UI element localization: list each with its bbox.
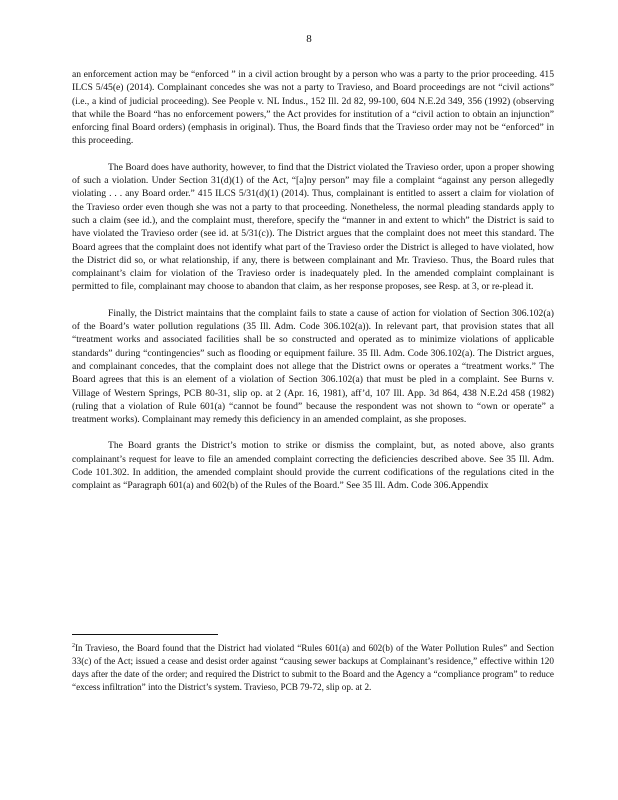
paragraph-enforcement: an enforcement action may be “enforced ” in a civil action brought by a person who was a party to the prior proceeding. 415 ILCS 5/45(e) (2014). Complainant concedes she was not a party to Travieso, and Board proceedings are not “civil actions” (i.e., a kind of judicial proceeding). See People v. NL Indus., 152 Ill. 2d 82, 99-100, 604 N.E.2d 349, 356 (1992) (observing that while the Board “has no enforcement powers,” the Act provides for institution of a “civil action to obtain an injunction” enforcing final Board orders) (emphasis in original). Thus, the Board finds that the Travieso order may not be “enforced” in this proceeding. bbox=[72, 69, 554, 147]
footnote-marker: 2 bbox=[72, 642, 75, 649]
footnote bbox=[72, 642, 554, 694]
page-number: 8 bbox=[306, 33, 312, 45]
footnote-divider bbox=[72, 634, 218, 635]
paragraph-motion-granted: The Board grants the District’s motion to strike or dismiss the complaint, but, as noted above, also grants complainant’s request for leave to file an amended complaint correcting the deficiencies described above. See 35 Ill. Adm. Code 101.302. In addition, the amended complaint should provide the current codifications of the regulations cited in the complaint as “Paragraph 601(a) and 602(b) of the Rules of the Board.” See 35 Ill. Adm. Code 306.Appendix bbox=[72, 440, 554, 492]
paragraph-board-authority: The Board does have authority, however, to find that the District violated the Travieso order, upon a proper showing of such a violation. Under Section 31(d)(1) of the Act, “[a]ny person” may file a complaint “against any person allegedly violating . . . any Board order.” 415 ILCS 5/31(d)(1) (2014). Thus, complainant is entitled to assert a claim for violation of the Travieso order even though she was not a party to that proceeding. Nonetheless, the normal pleading standards apply to such a claim (see id.), and the complaint must, therefore, specify the “manner in and extent to which” the District is said to have violated the Travieso order (see id. at 5/31(c)). The District argues that the complaint does not meet this standard. The Board agrees that the complaint does not identify what part of the Travieso order the District is alleged to have violated, how the District did so, or what relationship, if any, there is between complainant and Mr. Travieso. Thus, the Board rules that complainant’s claim for violation of the Travieso order is inadequately pled. In the amended complaint complainant is permitted to file, complainant may choose to abandon that claim, as her response proposes, see Resp. at 3, or re-plead it. bbox=[72, 161, 554, 293]
paragraph-section-306: Finally, the District maintains that the complaint fails to state a cause of action for violation of Section 306.102(a) of the Board’s water pollution regulations (35 Ill. Adm. Code 306.102(a)). In relevant part, that provision states that all “treatment works and associated facilities shall be so constructed and operated as to minimize violations of applicable standards” during “contingencies” such as flooding or equipment failure. 35 Ill. Adm. Code 306.102(a). The District argues, and complainant concedes, that the complaint does not allege that the District owns or operates a “treatment works.” The Board agrees that this is an element of a violation of Section 306.102(a) that must be pled in a complaint. See Burns v. Village of Western Springs, PCB 80-31, slip op. at 2 (Apr. 16, 1981), aff’d, 107 Ill. App. 3d 864, 438 N.E.2d 458 (1982) (ruling that a violation of Rule 601(a) “cannot be found” because the respondent was not shown to “own or operate” a treatment works). Complainant may remedy this deficiency in an amended complaint, as she proposes. bbox=[72, 307, 554, 426]
body-text bbox=[72, 68, 554, 506]
footnote-text: In Travieso, the Board found that the District had violated “Rules 601(a) and 602(b) of the Water Pollution Rules” and Section 33(c) of the Act; issued a cease and desist order against “causing sewer backups at Complainant’s residence,” effective within 120 days after the date of the order; and required the District to submit to the Board and the Agency a “compliance program” to reduce “excess infiltration” into the District’s system. Travieso, PCB 79-72, slip op. at 2. bbox=[72, 643, 554, 692]
